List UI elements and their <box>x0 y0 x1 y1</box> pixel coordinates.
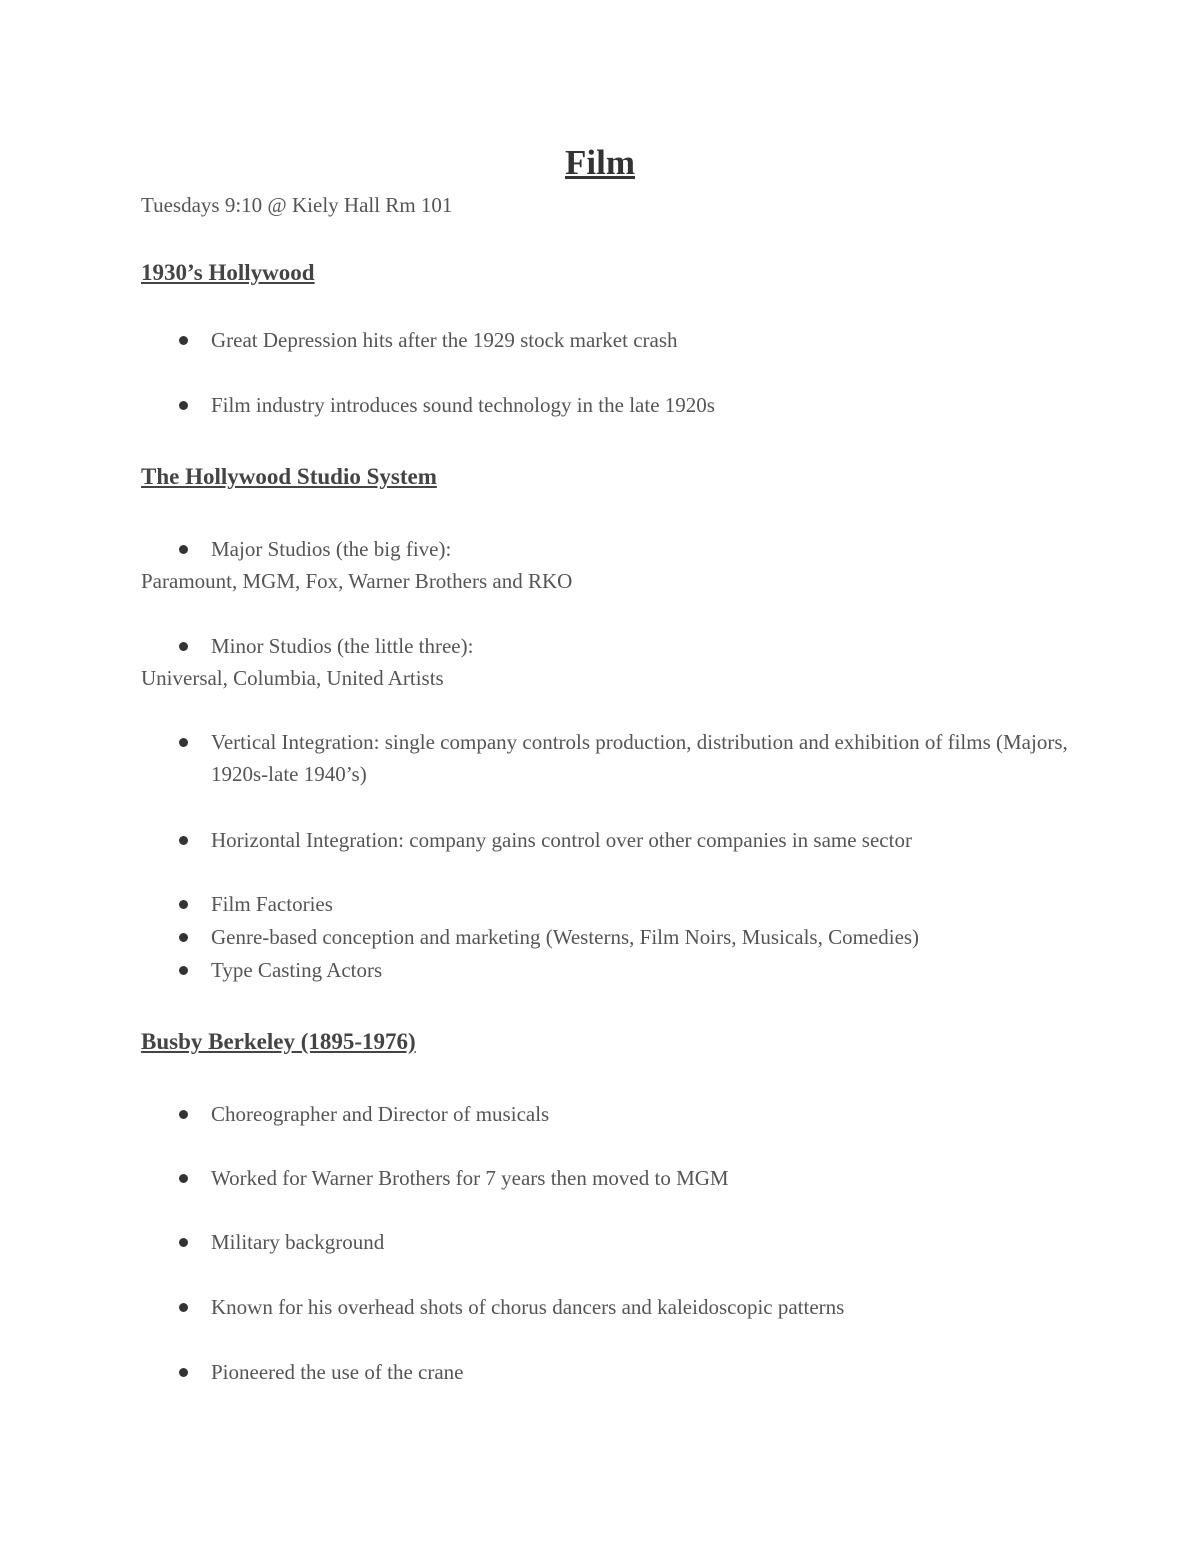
list-item <box>141 921 1101 953</box>
list-item-text: Pioneered the use of the crane <box>211 1360 464 1384</box>
bullet-icon <box>179 900 188 909</box>
section-heading-studio-system: The Hollywood Studio System <box>141 464 437 489</box>
list-item-text: Great Depression hits after the 1929 stock market crash <box>211 328 678 352</box>
list-item-text: Choreographer and Director of musicals <box>211 1102 550 1126</box>
bullet-icon <box>179 336 188 345</box>
list-item <box>141 1098 1101 1130</box>
page-title: Film <box>565 143 635 182</box>
list-item <box>141 824 1101 856</box>
list-item <box>141 1291 1101 1323</box>
bullet-icon <box>179 966 188 975</box>
list-item <box>141 954 1101 986</box>
bullet-icon <box>179 401 188 410</box>
meeting-info: Tuesdays 9:10 @ Kiely Hall Rm 101 <box>141 193 453 217</box>
list-item <box>141 1162 1101 1194</box>
list-item-text: Known for his overhead shots of chorus dancers and kaleidoscopic patterns <box>211 1295 845 1319</box>
bullet-icon <box>179 1368 188 1377</box>
list-item <box>141 630 1101 662</box>
list-item <box>141 533 1101 565</box>
list-item-text: Film industry introduces sound technology in the late 1920s <box>211 393 715 417</box>
section-heading-1930s-hollywood: 1930’s Hollywood <box>141 260 315 285</box>
section-heading-busby-berkeley: Busby Berkeley (1895-1976) <box>141 1029 416 1054</box>
list-item-text: Horizontal Integration: company gains control over other companies in same sector <box>211 828 912 852</box>
minors-list: Universal, Columbia, United Artists <box>141 666 444 690</box>
list-item <box>141 1226 1101 1258</box>
list-item <box>141 324 1101 356</box>
list-item-text: Film Factories <box>211 892 333 916</box>
list-item <box>141 888 1101 920</box>
bullet-icon <box>179 933 188 942</box>
bullet-icon <box>179 738 188 747</box>
list-item-text: Military background <box>211 1230 385 1254</box>
bullet-icon <box>179 1303 188 1312</box>
bullet-icon <box>179 1174 188 1183</box>
bullet-icon <box>179 642 188 651</box>
majors-list: Paramount, MGM, Fox, Warner Brothers and RKO <box>141 569 573 593</box>
list-item-text: Type Casting Actors <box>211 958 383 982</box>
list-item-text: Minor Studios (the little three): <box>211 634 474 658</box>
bullet-icon <box>179 545 188 554</box>
bullet-icon <box>179 1238 188 1247</box>
bullet-icon <box>179 1110 188 1119</box>
list-item-text: Major Studios (the big five): <box>211 537 452 561</box>
list-item <box>141 389 1101 421</box>
list-item-text: Genre-based conception and marketing (Westerns, Film Noirs, Musicals, Comedies) <box>211 925 920 949</box>
list-item <box>141 1356 1101 1388</box>
bullet-icon <box>179 836 188 845</box>
list-item-text: Worked for Warner Brothers for 7 years then moved to MGM <box>211 1166 729 1190</box>
list-item-text: Vertical Integration: single company controls production, distribution and exhibition of films (Majors, 1920s-late 1940’s) <box>211 730 1068 786</box>
list-item <box>141 726 1101 790</box>
